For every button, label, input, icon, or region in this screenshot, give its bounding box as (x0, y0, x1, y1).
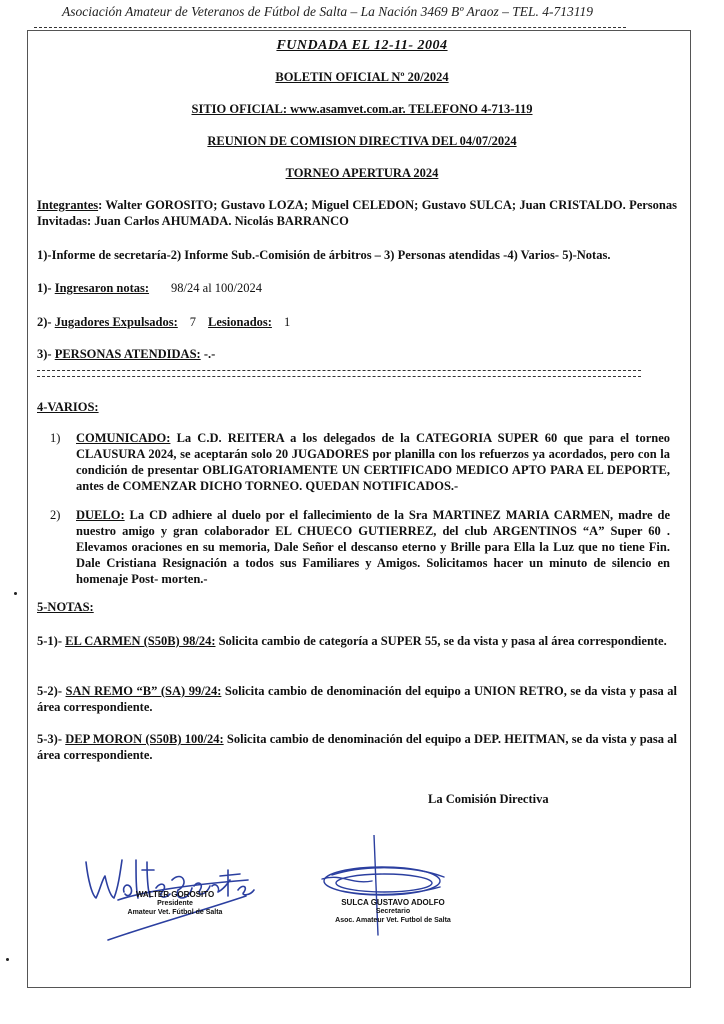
notes-received-value: 98/24 al 100/2024 (171, 281, 263, 295)
divider (37, 370, 641, 371)
item-text: La CD adhiere al duelo por el fallecimiento de la Sra MARTINEZ MARIA CARMEN, madre de nuestro amigo y gran colaborador EL CHUECO GUTIERREZ, del club ARGENTINOS “A” Super 60 . Elevamos oraciones en su memoria, Dale Señor el descanso eterno y Brille para Ella la Luz que no tiene Fin. Dale Cristiana Resignación a todos sus Familiares y Amigos. Solicitamos hacer un minuto de silencio en homenaje Post- morten.- (76, 508, 670, 586)
note-text: Solicita cambio de categoría a SUPER 55, se da vista y pasa al área correspondiente. (215, 634, 667, 648)
closing-signoff: La Comisión Directiva (428, 792, 549, 806)
note-prefix: 5-2)- (37, 684, 66, 698)
expelled-value: 7 (189, 315, 197, 329)
association-name: Asociación Amateur de Veteranos de Fútbol de Salta (62, 4, 348, 19)
scan-speck (6, 958, 9, 961)
item-label: DUELO: (76, 508, 125, 522)
notas-heading: 5-NOTAS: (37, 600, 94, 614)
meeting-title: REUNION DE COMISION DIRECTIVA DEL 04/07/2024 (207, 134, 517, 148)
note-prefix: 5-3)- (37, 732, 66, 746)
varios-heading: 4-VARIOS: (37, 400, 99, 414)
injured-label: Lesionados: (208, 315, 272, 329)
item-label: COMUNICADO: (76, 431, 171, 445)
secretary-role: Secretario (375, 908, 411, 915)
attended-label: PERSONAS ATENDIDAS: (54, 347, 201, 361)
members-paragraph (37, 197, 677, 229)
attended-value: -.- (200, 347, 216, 361)
item-number: 1) (50, 431, 61, 445)
note-item (37, 731, 677, 763)
bulletin-title: BOLETIN OFICIAL Nº 20/2024 (275, 70, 449, 84)
note-prefix: 5-1)- (37, 634, 66, 648)
secretary-caption (318, 898, 468, 925)
notes-received (37, 281, 262, 296)
item-body (76, 430, 670, 494)
item-number: 2) (50, 508, 61, 522)
note-ref: DEP MORON (S50B) 100/24: (65, 732, 224, 746)
president-name: WALTER GOROSITO (135, 890, 215, 899)
secretary-name: SULCA GUSTAVO ADOLFO (341, 898, 445, 907)
note-text: Solicita cambio de denominación del equipo a UNION RETRO, se da vista y pasa al área correspondiente. (37, 684, 677, 714)
item-body (76, 507, 670, 587)
members-text: : Walter GOROSITO; Gustavo LOZA; Miguel CELEDON; Gustavo SULCA; Juan CRISTALDO. Personas Invitadas: Juan Carlos AHUMADA. Nicolás BARRANCO (37, 198, 677, 228)
official-site: SITIO OFICIAL: www.asamvet.com.ar. TELEFONO 4-713-119 (191, 102, 533, 116)
scan-speck (14, 592, 17, 595)
note-item (37, 633, 677, 649)
note-text: Solicita cambio de denominación del equipo a DEP. HEITMAN, se da vista y pasa al área correspondiente. (37, 732, 677, 762)
injured-value: 1 (283, 315, 291, 329)
founded-date: FUNDADA EL 12-11- 2004 (276, 38, 448, 53)
letterhead (62, 4, 662, 20)
president-role: Presidente (157, 900, 193, 907)
president-org: Amateur Vet. Fútbol de Salta (127, 909, 223, 916)
association-address: – La Nación 3469 Bº Araoz – TEL. 4-713119 (350, 4, 594, 19)
divider (37, 376, 641, 377)
note-ref: EL CARMEN (S50B) 98/24: (65, 634, 216, 648)
item-prefix: 3)- (37, 347, 55, 361)
attended-row (37, 347, 215, 362)
tournament-title: TORNEO APERTURA 2024 (285, 166, 439, 180)
expelled-label: Jugadores Expulsados: (54, 315, 178, 329)
members-label: Integrantes (37, 198, 99, 212)
notes-received-label: Ingresaron notas: (54, 281, 150, 295)
item-prefix: 1)- (37, 281, 55, 295)
secretary-org: Asoc. Amateur Vet. Futbol de Salta (335, 917, 451, 924)
president-caption (100, 890, 250, 917)
players-row (37, 315, 290, 330)
note-item (37, 683, 677, 715)
item-text: La C.D. REITERA a los delegados de la CATEGORIA SUPER 60 que para el torneo CLAUSURA 2024, se aceptarán solo 20 JUGADORES por planilla con los refuerzos ya acordados, pero con la condición de presentar OBLIGATORIAMENTE UN CERTIFICADO MEDICO APTO PARA EL DEPORTE, antes de COMENZAR DICHO TORNEO. QUEDAN NOTIFICADOS.- (76, 431, 670, 493)
header-divider (34, 27, 626, 28)
agenda: 1)-Informe de secretaría-2) Informe Sub.-Comisión de árbitros – 3) Personas atendidas -4) Varios- 5)-Notas. (37, 248, 611, 262)
note-ref: SAN REMO “B” (SA) 99/24: (65, 684, 222, 698)
secretary-signature (312, 835, 462, 945)
item-prefix: 2)- (37, 315, 55, 329)
